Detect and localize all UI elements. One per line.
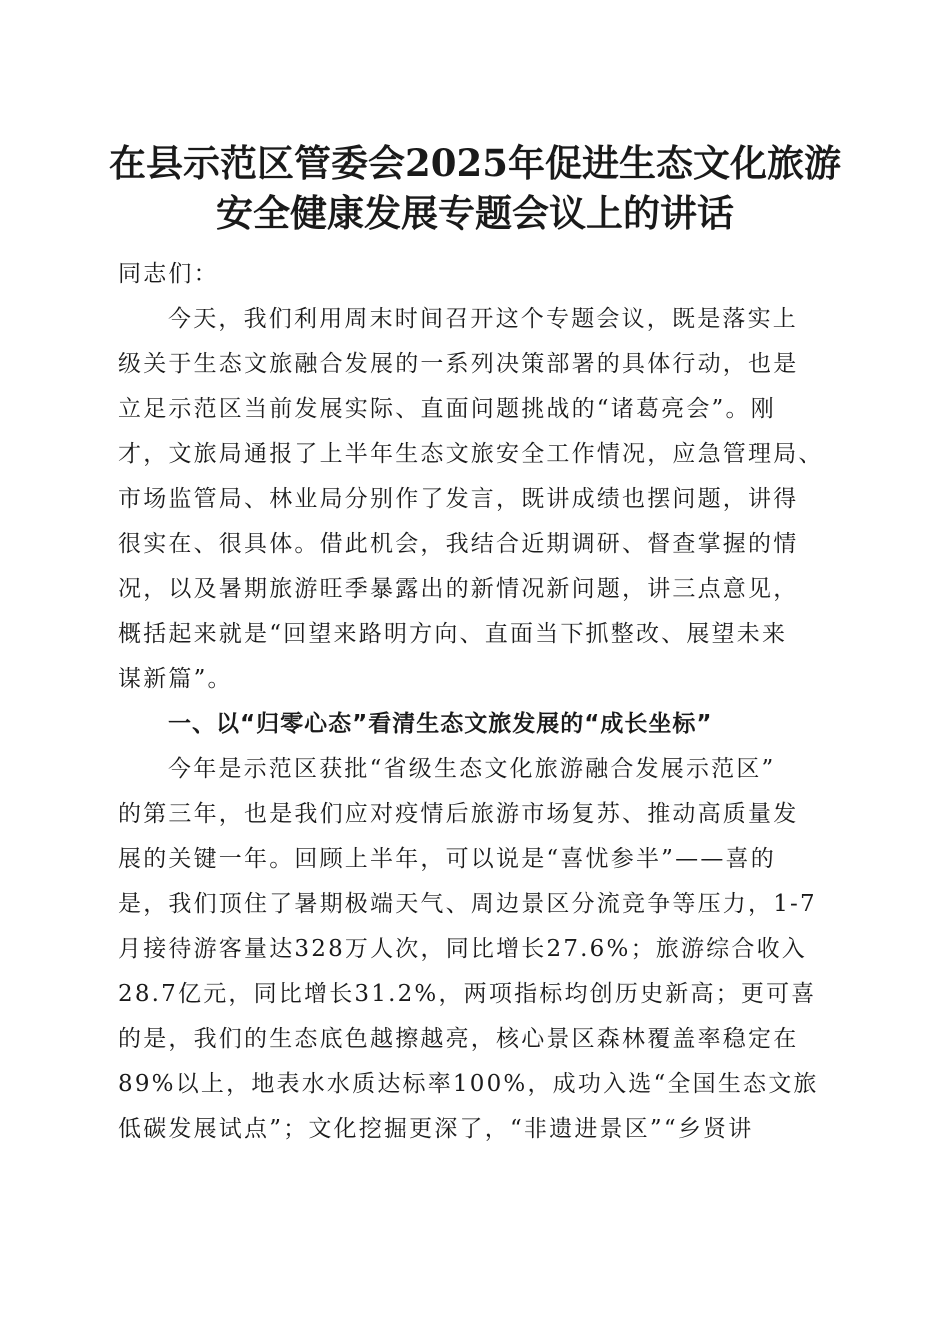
paragraph-line: 谋新篇”。 bbox=[118, 666, 233, 692]
paragraph-line: 况，以及暑期旅游旺季暴露出的新情况新问题，讲三点意见， bbox=[118, 576, 799, 602]
document-body bbox=[118, 252, 838, 1152]
section-heading: 一、以“归零心态”看清生态文旅发展的“成长坐标” bbox=[168, 711, 713, 737]
paragraph-line: 今年是示范区获批“省级生态文化旅游融合发展示范区” bbox=[168, 756, 776, 782]
paragraph-2 bbox=[118, 747, 838, 1152]
paragraph-line: 低碳发展试点”；文化挖掘更深了，“非遗进景区”“乡贤讲 bbox=[118, 1116, 754, 1142]
paragraph-line: 月接待游客量达328万人次，同比增长27.6%；旅游综合收入 bbox=[118, 936, 807, 962]
paragraph-line: 的第三年，也是我们应对疫情后旅游市场复苏、推动高质量发 bbox=[118, 801, 799, 827]
paragraph-line: 立足示范区当前发展实际、直面问题挑战的“诸葛亮会”。刚 bbox=[118, 396, 776, 422]
paragraph-line: 今天，我们利用周末时间召开这个专题会议，既是落实上 bbox=[168, 306, 798, 332]
paragraph-line: 的是，我们的生态底色越擦越亮，核心景区森林覆盖率稳定在 bbox=[118, 1026, 799, 1052]
paragraph-1 bbox=[118, 297, 838, 702]
paragraph-line: 市场监管局、林业局分别作了发言，既讲成绩也摆问题，讲得 bbox=[118, 486, 799, 512]
paragraph-line: 很实在、很具体。借此机会，我结合近期调研、督查掌握的情 bbox=[118, 531, 799, 557]
document-title bbox=[100, 138, 850, 238]
paragraph-line: 是，我们顶住了暑期极端天气、周边景区分流竞争等压力，1-7 bbox=[118, 891, 817, 917]
paragraph-line: 89%以上，地表水水质达标率100%，成功入选“全国生态文旅 bbox=[118, 1071, 819, 1097]
paragraph-line: 才，文旅局通报了上半年生态文旅安全工作情况，应急管理局、 bbox=[118, 441, 824, 467]
paragraph-line: 级关于生态文旅融合发展的一系列决策部署的具体行动，也是 bbox=[118, 351, 799, 377]
salutation: 同志们： bbox=[118, 261, 219, 287]
paragraph-line: 28.7亿元，同比增长31.2%，两项指标均创历史新高；更可喜 bbox=[118, 981, 817, 1007]
paragraph-line: 概括起来就是“回望来路明方向、直面当下抓整改、展望未来 bbox=[118, 621, 788, 647]
title-line-1: 在县示范区管委会2025年促进生态文化旅游 bbox=[109, 141, 841, 185]
title-line-2: 安全健康发展专题会议上的讲话 bbox=[216, 191, 734, 235]
paragraph-line: 展的关键一年。回顾上半年，可以说是“喜忧参半”——喜的 bbox=[118, 846, 776, 872]
